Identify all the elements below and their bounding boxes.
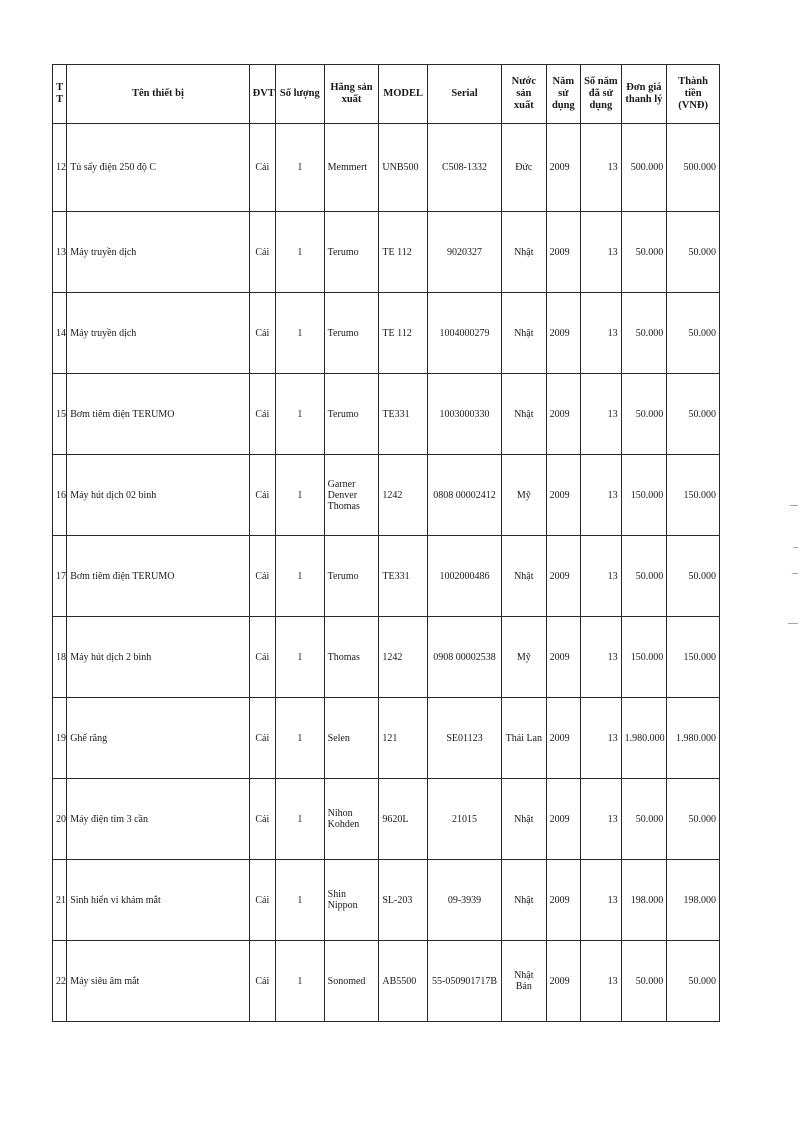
country-cell: Nhật — [502, 779, 547, 860]
unit-cell: Cái — [249, 293, 275, 374]
qty-cell: 1 — [275, 212, 324, 293]
country-cell: Nhật Bản — [502, 941, 547, 1022]
header-unit-price: Đơn giá thanh lý — [621, 65, 667, 124]
stt-cell: 18 — [53, 617, 67, 698]
unit-cell: Cái — [249, 617, 275, 698]
total-cell: 150.000 — [667, 455, 720, 536]
name-cell: Máy hút dịch 2 bình — [67, 617, 249, 698]
years-used-cell: 13 — [581, 374, 622, 455]
maker-cell: Terumo — [324, 293, 379, 374]
qty-cell: 1 — [275, 779, 324, 860]
header-serial: Serial — [428, 65, 502, 124]
unit-cell: Cái — [249, 698, 275, 779]
years-used-cell: 13 — [581, 617, 622, 698]
country-cell: Nhật — [502, 860, 547, 941]
header-total: Thành tiền (VNĐ) — [667, 65, 720, 124]
table-row — [53, 124, 720, 212]
name-cell: Máy điện tim 3 cần — [67, 779, 249, 860]
maker-cell: Terumo — [324, 536, 379, 617]
serial-cell: 1002000486 — [428, 536, 502, 617]
model-cell: TE 112 — [379, 212, 428, 293]
maker-cell: Terumo — [324, 212, 379, 293]
year-cell: 2009 — [546, 293, 580, 374]
unit-price-cell: 50.000 — [621, 941, 667, 1022]
unit-price-cell: 1.980.000 — [621, 698, 667, 779]
unit-cell: Cái — [249, 124, 275, 212]
stt-cell: 16 — [53, 455, 67, 536]
years-used-cell: 13 — [581, 536, 622, 617]
country-cell: Nhật — [502, 536, 547, 617]
unit-price-cell: 198.000 — [621, 860, 667, 941]
name-cell: Sinh hiển vi khám mắt — [67, 860, 249, 941]
maker-cell: Nihon Kohden — [324, 779, 379, 860]
serial-cell: C508-1332 — [428, 124, 502, 212]
country-cell: Nhật — [502, 293, 547, 374]
serial-cell: 55-050901717B — [428, 941, 502, 1022]
years-used-cell: 13 — [581, 941, 622, 1022]
unit-cell: Cái — [249, 779, 275, 860]
model-cell: 121 — [379, 698, 428, 779]
qty-cell: 1 — [275, 698, 324, 779]
model-cell: UNB500 — [379, 124, 428, 212]
qty-cell: 1 — [275, 374, 324, 455]
unit-cell: Cái — [249, 212, 275, 293]
years-used-cell: 13 — [581, 293, 622, 374]
edge-stamp-marks — [786, 505, 800, 635]
table-row — [53, 779, 720, 860]
name-cell: Bơm tiêm điện TERUMO — [67, 536, 249, 617]
qty-cell: 1 — [275, 941, 324, 1022]
total-cell: 1.980.000 — [667, 698, 720, 779]
table-row — [53, 941, 720, 1022]
model-cell: TE 112 — [379, 293, 428, 374]
stt-cell: 14 — [53, 293, 67, 374]
maker-cell: Terumo — [324, 374, 379, 455]
year-cell: 2009 — [546, 374, 580, 455]
stt-cell: 20 — [53, 779, 67, 860]
serial-cell: 1004000279 — [428, 293, 502, 374]
total-cell: 50.000 — [667, 293, 720, 374]
qty-cell: 1 — [275, 124, 324, 212]
qty-cell: 1 — [275, 536, 324, 617]
maker-cell: Garner Denver Thomas — [324, 455, 379, 536]
total-cell: 50.000 — [667, 212, 720, 293]
serial-cell: 0808 00002412 — [428, 455, 502, 536]
header-model: MODEL — [379, 65, 428, 124]
table-row — [53, 293, 720, 374]
maker-cell: Memmert — [324, 124, 379, 212]
unit-price-cell: 50.000 — [621, 536, 667, 617]
stt-cell: 22 — [53, 941, 67, 1022]
serial-cell: 1003000330 — [428, 374, 502, 455]
total-cell: 50.000 — [667, 536, 720, 617]
country-cell: Mỹ — [502, 455, 547, 536]
unit-cell: Cái — [249, 536, 275, 617]
stt-cell: 19 — [53, 698, 67, 779]
total-cell: 150.000 — [667, 617, 720, 698]
qty-cell: 1 — [275, 293, 324, 374]
serial-cell: 09-3939 — [428, 860, 502, 941]
qty-cell: 1 — [275, 617, 324, 698]
stt-cell: 21 — [53, 860, 67, 941]
years-used-cell: 13 — [581, 212, 622, 293]
total-cell: 50.000 — [667, 374, 720, 455]
unit-price-cell: 50.000 — [621, 212, 667, 293]
years-used-cell: 13 — [581, 124, 622, 212]
header-qty: Số lượng — [275, 65, 324, 124]
serial-cell: SE01123 — [428, 698, 502, 779]
header-name: Tên thiết bị — [67, 65, 249, 124]
year-cell: 2009 — [546, 779, 580, 860]
year-cell: 2009 — [546, 455, 580, 536]
header-row — [53, 65, 720, 124]
stt-cell: 13 — [53, 212, 67, 293]
country-cell: Đức — [502, 124, 547, 212]
equipment-table — [52, 64, 720, 1022]
stt-cell: 12 — [53, 124, 67, 212]
total-cell: 198.000 — [667, 860, 720, 941]
header-years-used: Số năm đã sử dụng — [581, 65, 622, 124]
maker-cell: Shin Nippon — [324, 860, 379, 941]
maker-cell: Thomas — [324, 617, 379, 698]
total-cell: 50.000 — [667, 779, 720, 860]
model-cell: TE331 — [379, 536, 428, 617]
name-cell: Ghế răng — [67, 698, 249, 779]
unit-price-cell: 50.000 — [621, 293, 667, 374]
year-cell: 2009 — [546, 212, 580, 293]
qty-cell: 1 — [275, 455, 324, 536]
name-cell: Tủ sấy điện 250 độ C — [67, 124, 249, 212]
table-row — [53, 617, 720, 698]
unit-cell: Cái — [249, 455, 275, 536]
stt-cell: 15 — [53, 374, 67, 455]
name-cell: Máy siêu âm mắt — [67, 941, 249, 1022]
name-cell: Máy hút dịch 02 bình — [67, 455, 249, 536]
model-cell: 1242 — [379, 617, 428, 698]
unit-cell: Cái — [249, 860, 275, 941]
country-cell: Nhật — [502, 212, 547, 293]
country-cell: Nhật — [502, 374, 547, 455]
model-cell: 9620L — [379, 779, 428, 860]
maker-cell: Selen — [324, 698, 379, 779]
years-used-cell: 13 — [581, 860, 622, 941]
years-used-cell: 13 — [581, 698, 622, 779]
year-cell: 2009 — [546, 617, 580, 698]
model-cell: AB5500 — [379, 941, 428, 1022]
unit-price-cell: 150.000 — [621, 617, 667, 698]
year-cell: 2009 — [546, 536, 580, 617]
maker-cell: Sonomed — [324, 941, 379, 1022]
country-cell: Mỹ — [502, 617, 547, 698]
model-cell: 1242 — [379, 455, 428, 536]
country-cell: Thái Lan — [502, 698, 547, 779]
serial-cell: 21015 — [428, 779, 502, 860]
name-cell: Máy truyền dịch — [67, 293, 249, 374]
unit-price-cell: 50.000 — [621, 374, 667, 455]
unit-cell: Cái — [249, 941, 275, 1022]
table-row — [53, 212, 720, 293]
year-cell: 2009 — [546, 941, 580, 1022]
table-row — [53, 698, 720, 779]
year-cell: 2009 — [546, 860, 580, 941]
stt-cell: 17 — [53, 536, 67, 617]
name-cell: Máy truyền dịch — [67, 212, 249, 293]
unit-price-cell: 150.000 — [621, 455, 667, 536]
years-used-cell: 13 — [581, 455, 622, 536]
header-maker: Hãng sản xuất — [324, 65, 379, 124]
table-row — [53, 374, 720, 455]
header-unit: ĐVT — [249, 65, 275, 124]
year-cell: 2009 — [546, 124, 580, 212]
unit-price-cell: 500.000 — [621, 124, 667, 212]
serial-cell: 0908 00002538 — [428, 617, 502, 698]
header-country: Nước sản xuất — [502, 65, 547, 124]
header-stt: T T — [53, 65, 67, 124]
unit-price-cell: 50.000 — [621, 779, 667, 860]
header-year: Năm sử dụng — [546, 65, 580, 124]
total-cell: 500.000 — [667, 124, 720, 212]
year-cell: 2009 — [546, 698, 580, 779]
table-row — [53, 455, 720, 536]
name-cell: Bơm tiêm điện TERUMO — [67, 374, 249, 455]
years-used-cell: 13 — [581, 779, 622, 860]
total-cell: 50.000 — [667, 941, 720, 1022]
table-row — [53, 536, 720, 617]
model-cell: SL-203 — [379, 860, 428, 941]
qty-cell: 1 — [275, 860, 324, 941]
unit-cell: Cái — [249, 374, 275, 455]
table-row — [53, 860, 720, 941]
model-cell: TE331 — [379, 374, 428, 455]
serial-cell: 9020327 — [428, 212, 502, 293]
